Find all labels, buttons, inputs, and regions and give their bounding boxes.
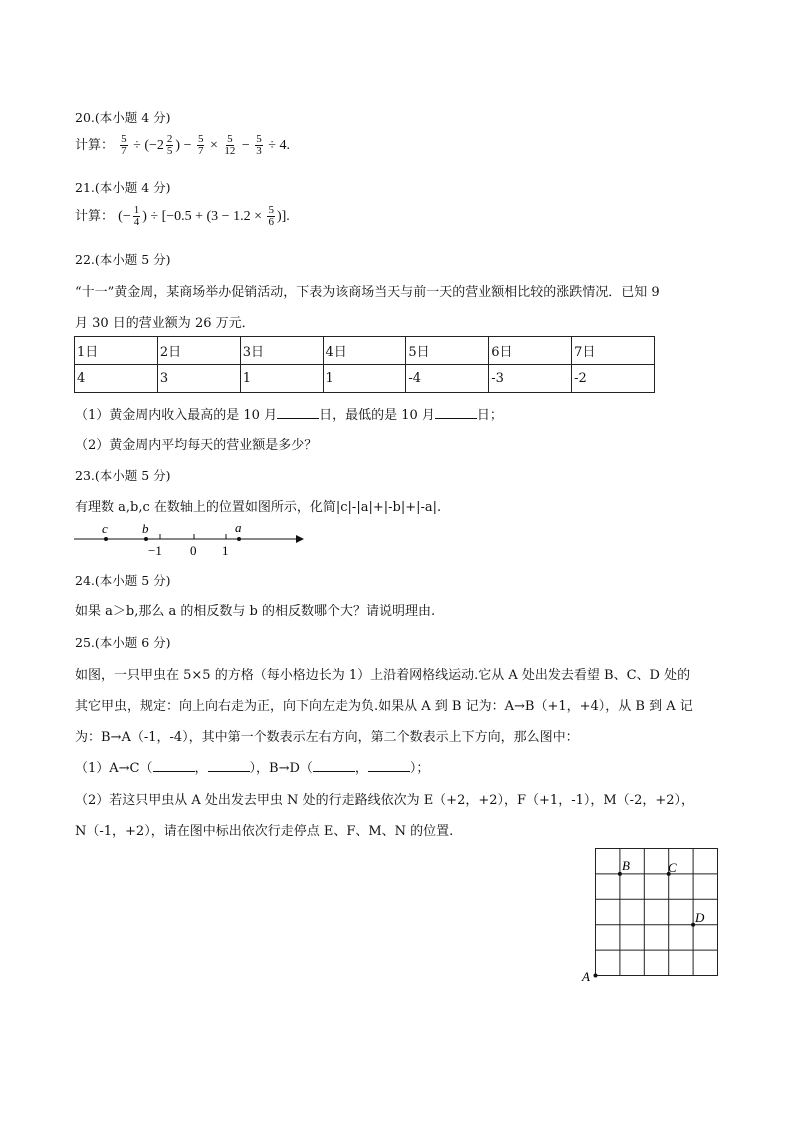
q21-heading: 21.(本小题 4 分) [75,180,171,195]
q22-line2: 月 30 日的营业额为 26 万元． [75,316,255,331]
fraction: $\frac{5}{7}$ [121,133,127,158]
answer-blank[interactable] [368,759,410,772]
table-cell: 3 [157,365,240,393]
table-cell: 1 [240,365,323,393]
sales-change-table [74,336,655,393]
tick-label: −1 [148,543,162,558]
answer-blank[interactable] [435,406,477,419]
q25-line3: 为：B→A（-1，-4），其中第一个数表示左右方向，第二个数表示上下方向，那么图中： [75,730,579,745]
label-a: a [235,520,242,535]
answer-blank[interactable] [313,759,355,772]
table-cell: -4 [406,365,489,393]
point-A [594,974,598,978]
table-cell: 3日 [240,337,323,365]
q22-heading: 22.(本小题 5 分) [75,252,171,267]
label-A: A [582,969,590,984]
q25-line6: N（-1，+2），请在图中标出依次行走停点 E、F、M、N 的位置. [75,824,454,839]
q24-text: 如果 a＞b,那么 a 的相反数与 b 的相反数哪个大？请说明理由. [75,604,436,619]
answer-blank[interactable] [208,759,250,772]
q25-sub2: （2）若这只甲虫从 A 处出发去甲虫 N 处的行走路线依次为 E（+2，+2），F（+1，-1），M（-2，+2）， [75,793,694,808]
table-cell: 6日 [489,337,572,365]
label-c: c [102,521,108,536]
fraction: $\frac{5}{12}$ [224,133,236,158]
grid-figure [578,846,723,986]
answer-blank[interactable] [277,406,319,419]
q25-line1: 如图，一只甲虫在 5×5 的方格（每小格边长为 1）上沿着网格线运动.它从 A 处出发去看望 B、C、D 处的 [75,668,691,683]
q22-sub2: （2）黄金周内平均每天的营业额是多少？ [75,438,318,453]
fraction: $\frac{5}{3}$ [256,133,262,158]
table-header-row [75,337,655,365]
q23-heading: 23.(本小题 5 分) [75,468,171,483]
q25-sub1: （1）A→C（ ， ），B→D（ ， ）； [75,761,430,776]
label-D: D [695,910,705,925]
q21-expression [75,205,290,228]
q25-line2: 其它甲虫，规定：向上向右走为正，向下向左走为负.如果从 A 到 B 记为：A→B（+1，+4），从 B 到 A 记 [75,699,693,714]
q25-heading: 25.(本小题 6 分) [75,635,171,650]
fraction: $\frac{5}{6}$ [268,204,274,229]
table-cell: 2日 [157,337,240,365]
q20-prefix: 计算： [75,138,115,153]
q20-math: $\frac{5}{7}$ ÷ (−2 $\frac{2}{5}$ ) − $\frac{5}{7}$ × $\frac{5}{12}$ − $\frac{5}{3}$ ÷ 4. [121,133,290,158]
label-C: C [668,860,677,875]
table-cell: 4 [75,365,158,393]
table-cell: 1日 [75,337,158,365]
table-cell: 5日 [406,337,489,365]
answer-blank[interactable] [153,759,195,772]
number-line [70,518,310,560]
table-cell: 4日 [323,337,406,365]
table-cell: -3 [489,365,572,393]
table-cell: 7日 [572,337,655,365]
q21-prefix: 计算： [75,209,115,224]
tick-label: 1 [222,543,229,558]
q23-text: 有理数 a,b,c 在数轴上的位置如图所示，化简|c|-|a|+|-b|+|-a|. [75,500,442,515]
point-c [104,537,108,541]
point-b [144,537,148,541]
table-row [75,365,655,393]
q24-heading: 24.(本小题 5 分) [75,573,171,588]
table-cell: 1 [323,365,406,393]
q22-sub1: （1）黄金周内收入最高的是 10 月 日，最低的是 10 月 日； [75,408,503,423]
label-b: b [142,521,149,536]
fraction: $\frac{1}{4}$ [133,204,140,229]
q22-line1: “十一”黄金周，某商场举办促销活动，下表为该商场当天与前一天的营业额相比较的涨跌情况．已知 9 [75,285,660,300]
label-B: B [622,858,630,873]
tick-label: 0 [190,543,197,558]
q20-expression [75,134,290,157]
q21-math: (− $\frac{1}{4}$ ) ÷ [−0.5 + (3 − 1.2 × $\frac{5}{6}$ )]. [118,204,290,229]
point-a [237,537,241,541]
fraction: $\frac{2}{5}$ [166,133,173,158]
table-cell: -2 [572,365,655,393]
fraction: $\frac{5}{7}$ [197,133,204,158]
q20-heading: 20.(本小题 4 分) [75,110,171,125]
